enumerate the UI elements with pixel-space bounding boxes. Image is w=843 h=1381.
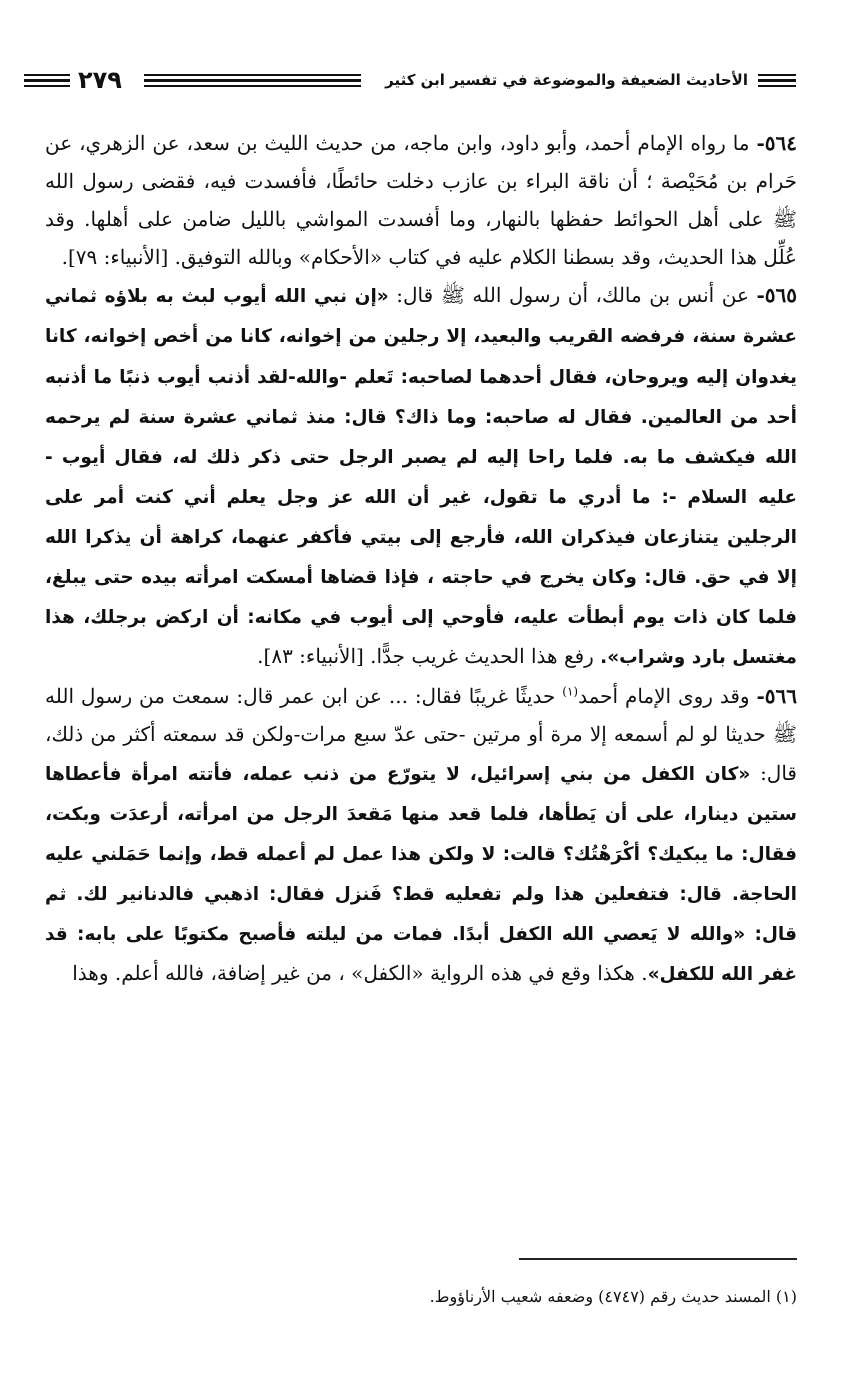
header-rule-right <box>758 74 796 87</box>
footnote-separator <box>519 1258 797 1260</box>
footnote: (١) المسند حديث رقم (٤٧٤٧) وضعفه شعيب الأرناؤوط. <box>429 1287 797 1306</box>
page-body <box>45 124 797 994</box>
hadith-quote: «كان الكفل من بني إسرائيل، لا يتورّع من ذنب عمله، فأتته امرأة فأعطاها ستين دينارا، على أن يَطأها، فلما قعد منها مَقعدَ الرجل من امرأته، أرعدَت وبكت، فقال: ما يبكيك؟ أكْرَهْتُك؟ قالت: لا ولكن هذا عمل لم أعمله قط، وإنما حَمَلني عليه الحاجة. قال: فتفعلين هذا ولم تفعليه قط؟ فَنزل فقال: اذهبي فالدنانير لك. ثم قال: «والله لا يَعصي الله الكفل أبدًا. فمات من ليلته فأصبح مكتوبًا على بابه: قد غفر الله للكفل» <box>45 763 797 985</box>
hadith-number: ٥٦٤- <box>756 131 797 155</box>
hadith-quote: «إن نبي الله أيوب لبث به بلاؤه ثماني عشرة سنة، فرفضه القريب والبعيد، إلا رجلين من إخوانه، كانا من أخص إخوانه، كانا يغدوان إليه ويروحان، فقال أحدهما لصاحبه: تَعلم -والله-لقد أذنب أيوب ذنبًا ما أذنبه أحد من العالمين. فقال له صاحبه: وما ذاك؟ قال: منذ ثماني عشرة سنة لم يرحمه الله فيكشف ما به. فلما راحا إليه لم يصبر الرجل حتى ذكر ذلك له، فقال أيوب - عليه السلام -: ما أدري ما تقول، غير أن الله عز وجل يعلم أني كنت أمر على الرجلين يتنازعان فيذكران الله، فأرجع إلى بيتي فأكفر عنهما، كراهة أن يذكرا الله إلا في حق. قال: وكان يخرج في حاجته ، فإذا قضاها أمسكت امرأته بيده حتى يبلغ، فلما كان ذات يوم أبطأت عليه، فأوحي إلى أيوب في مكانه: أن اركض برجلك، هذا مغتسل بارد وشراب». <box>45 286 797 669</box>
paragraph-intro-continued: حديثًا غريبًا فقال: ... عن ابن عمر قال: سمعت من رسول الله ﷺ حديثا لو لم أسمعه إلا مرة أو مرتين -حتى عدّ سبع مرات-ولكن قد سمعته أكثر من ذلك، قال: <box>45 684 797 785</box>
header-rule-left <box>24 74 70 87</box>
header-rule-middle <box>144 74 361 87</box>
paragraph-text: ما رواه الإمام أحمد، وأبو داود، وابن ماجه، من حديث الليث بن سعد، عن الزهري، عن حَرام بن مُحَيْصة ؛ أن ناقة البراء بن عازب دخلت حائطًا، فأفسدت فيه، فقضى رسول الله ﷺ على أهل الحوائط حفظها بالنهار، وما أفسدت المواشي بالليل ضامن على أهلها. وقد عُلِّل هذا الحديث، وقد بسطنا الكلام عليه في كتاب «الأحكام» وبالله التوفيق. [الأنبياء: ٧٩]. <box>45 131 798 270</box>
footnote-reference[interactable]: (١) <box>562 684 579 699</box>
running-title: الأحاديث الضعيفة والموضوعة في تفسير ابن كثير <box>385 71 748 89</box>
hadith-number: ٥٦٥- <box>756 283 797 308</box>
paragraph-566 <box>45 677 797 994</box>
running-header <box>24 62 796 98</box>
paragraph-565 <box>45 276 797 677</box>
paragraph-564 <box>45 124 797 276</box>
hadith-number: ٥٦٦- <box>756 684 797 709</box>
paragraph-intro: وقد روى الإمام أحمد <box>578 684 757 709</box>
paragraph-outro: . هكذا وقع في هذه الرواية «الكفل» ، من غير إضافة، فالله أعلم. وهذا <box>72 960 648 985</box>
paragraph-outro: رفع هذا الحديث غريب جدًّا. [الأنبياء: ٨٣]. <box>257 644 601 669</box>
page-number: ٢٧٩ <box>78 66 122 94</box>
paragraph-intro: عن أنس بن مالك، أن رسول الله ﷺ قال: <box>388 283 757 308</box>
